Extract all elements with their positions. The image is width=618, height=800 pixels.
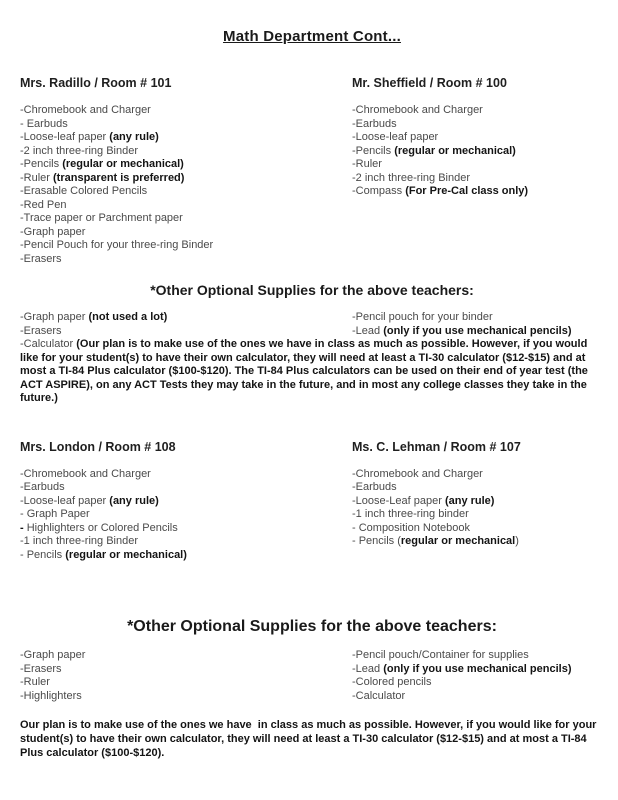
teacher-header-sheffield: Mr. Sheffield / Room # 100 [352,76,507,90]
list-item [352,158,604,172]
text-run: -Lead [352,324,384,337]
bold-text-run: (any rule) [109,131,159,143]
text-run: -Chromebook and Charger [352,467,483,480]
text-run: Highlighters or Colored Pencils [23,521,178,534]
list-item [352,118,604,132]
list-item [352,145,604,159]
list-item [20,663,352,677]
list-item [20,549,352,563]
list-item [352,522,604,536]
teacher-column-london [20,440,352,563]
text-run: -1 inch three-ring Binder [20,535,139,548]
text-run: - Pencils ( [352,535,401,548]
list-item [20,649,352,663]
list-item [20,131,352,145]
list-item [352,104,604,118]
text-run: -Earbuds [20,481,65,494]
text-run: -Loose-leaf paper [352,131,439,143]
list-item [20,158,352,172]
text-run: - Pencils [20,548,66,561]
bold-text-run: (any rule) [109,494,159,507]
bold-text-run: (only if you use mechanical pencils) [383,324,572,337]
text-run: -Red Pen [20,198,67,211]
list-item [20,311,352,325]
optional-list-left-1 [20,311,352,338]
text-run: -Earbuds [352,117,397,130]
list-item [20,145,352,159]
text-run: -Graph paper [20,225,86,238]
text-run: -Ruler [20,171,54,184]
optional-list-right-1 [352,311,604,338]
text-run: -Chromebook and Charger [20,467,151,480]
bold-text-run: - [20,521,24,534]
list-item [352,311,604,325]
teacher-header-london: Mrs. London / Room # 108 [20,439,176,454]
list-item [352,663,604,677]
list-item [352,508,604,522]
teacher-header-radillo: Mrs. Radillo / Room # 101 [20,76,172,90]
text-run: -Lead [352,662,384,675]
list-item [352,185,604,199]
list-item [20,522,352,536]
text-run: -Erasable Colored Pencils [20,185,148,197]
list-item [20,508,352,522]
calculator-note [20,338,604,406]
text-run: -Erasers [20,324,62,337]
text-run: -1 inch three-ring binder [352,508,469,521]
list-item [20,676,352,690]
list-item [20,212,352,226]
text-run: -Ruler [352,158,382,170]
supply-list-radillo [20,104,352,266]
text-run: -Chromebook and Charger [352,104,483,116]
bold-text-run: (only if you use mechanical pencils) [383,662,572,675]
list-item [352,131,604,145]
list-item [352,690,604,704]
list-item [20,239,352,253]
list-item [20,535,352,549]
text-run: -Colored pencils [352,676,432,689]
supply-list-sheffield [352,104,604,199]
text-run: -2 inch three-ring Binder [20,144,139,157]
list-item [352,468,604,482]
bold-text-run: (Our plan is to make use of the ones we have in class as much as possible. However, if you would like for your student(s) to have their own calculator, they will need at least a TI-30 calculator ($12-$15) and at most a TI-84 Plus calculator ($100-$120). The TI-84 Plus calculators can be used on their end of year test (the ACT ASPIRE), on any ACT Tests they may take in the future, and in most any college classes they take in the future.) [20,338,591,405]
text-run: -Loose-Leaf paper [352,494,445,507]
list-item [20,468,352,482]
text-run: -Trace paper or Parchment paper [20,212,183,224]
supply-list-london [20,468,352,563]
list-item [352,649,604,663]
teacher-column-radillo [20,76,352,266]
text-run: -Erasers [20,662,62,675]
bold-text-run: regular or mechanical [400,535,516,548]
text-run: -Pencils [20,158,63,170]
bold-text-run: (regular or mechanical) [394,144,516,157]
text-run: ) [515,535,519,548]
optional-list-right-2 [352,649,604,703]
list-item [20,495,352,509]
text-run: -Calculator [20,338,77,350]
optional-supplies-heading-1: *Other Optional Supplies for the above teachers: [150,282,474,298]
text-run: -Loose-leaf paper [20,131,110,143]
optional-supplies-heading-2: *Other Optional Supplies for the above teachers: [127,618,497,636]
teacher-column-sheffield [352,76,604,266]
text-run: -Ruler [20,676,50,689]
text-run: -Chromebook and Charger [20,104,151,116]
optional-columns-2 [20,649,604,703]
list-item [352,325,604,339]
text-run: - Composition Notebook [352,521,471,534]
list-item [20,226,352,240]
text-run: -Erasers [20,252,62,265]
page-title: Math Department Cont... [223,28,401,45]
list-item [352,495,604,509]
list-item [20,118,352,132]
list-item [352,172,604,186]
text-run: -Pencil pouch for your binder [352,311,493,323]
list-item [20,104,352,118]
bold-text-run: (For Pre-Cal class only) [405,185,529,197]
bold-text-run: Our plan is to make use of the ones we have in class as much as possible. However, if you would like for your student(s) to have their own calculator, they will need at least a TI-30 calculator ($12-$15) and at most a TI-84 Plus calculator ($100-$120). [20,719,600,759]
list-item [20,325,352,339]
text-run: - Earbuds [20,117,68,130]
optional-columns-1 [20,311,604,338]
text-run: -Earbuds [352,481,397,494]
supply-list-lehman [352,468,604,549]
text-run: -Pencil pouch/Container for supplies [352,649,529,662]
bold-text-run: (regular or mechanical) [65,548,187,561]
text-run: - Graph Paper [20,508,90,521]
bold-text-run: (not used a lot) [88,311,168,323]
text-run: -Compass [352,185,406,197]
teacher-columns-1 [20,76,604,266]
teacher-header-lehman: Ms. C. Lehman / Room # 107 [352,439,521,454]
text-run: -Loose-leaf paper [20,494,110,507]
list-item [352,481,604,495]
list-item [20,253,352,267]
text-run: -Pencil Pouch for your three-ring Binder [20,239,214,251]
bold-text-run: (transparent is preferred) [53,171,185,184]
bold-text-run: (regular or mechanical) [62,158,184,170]
teacher-column-lehman [352,440,604,563]
text-run: -Graph paper [20,649,86,662]
text-run: -Calculator [352,689,406,702]
text-run: -Graph paper [20,311,89,323]
footer-calculator-note [20,719,604,760]
text-run: -Pencils [352,144,395,157]
list-item [20,185,352,199]
teacher-columns-2 [20,440,604,563]
list-item [20,199,352,213]
text-run: -Highlighters [20,689,82,702]
optional-list-left-2 [20,649,352,703]
bold-text-run: (any rule) [444,494,495,507]
list-item [20,690,352,704]
text-run: -2 inch three-ring Binder [352,171,471,184]
list-item [20,172,352,186]
list-item [352,676,604,690]
list-item [352,535,604,549]
list-item [20,481,352,495]
